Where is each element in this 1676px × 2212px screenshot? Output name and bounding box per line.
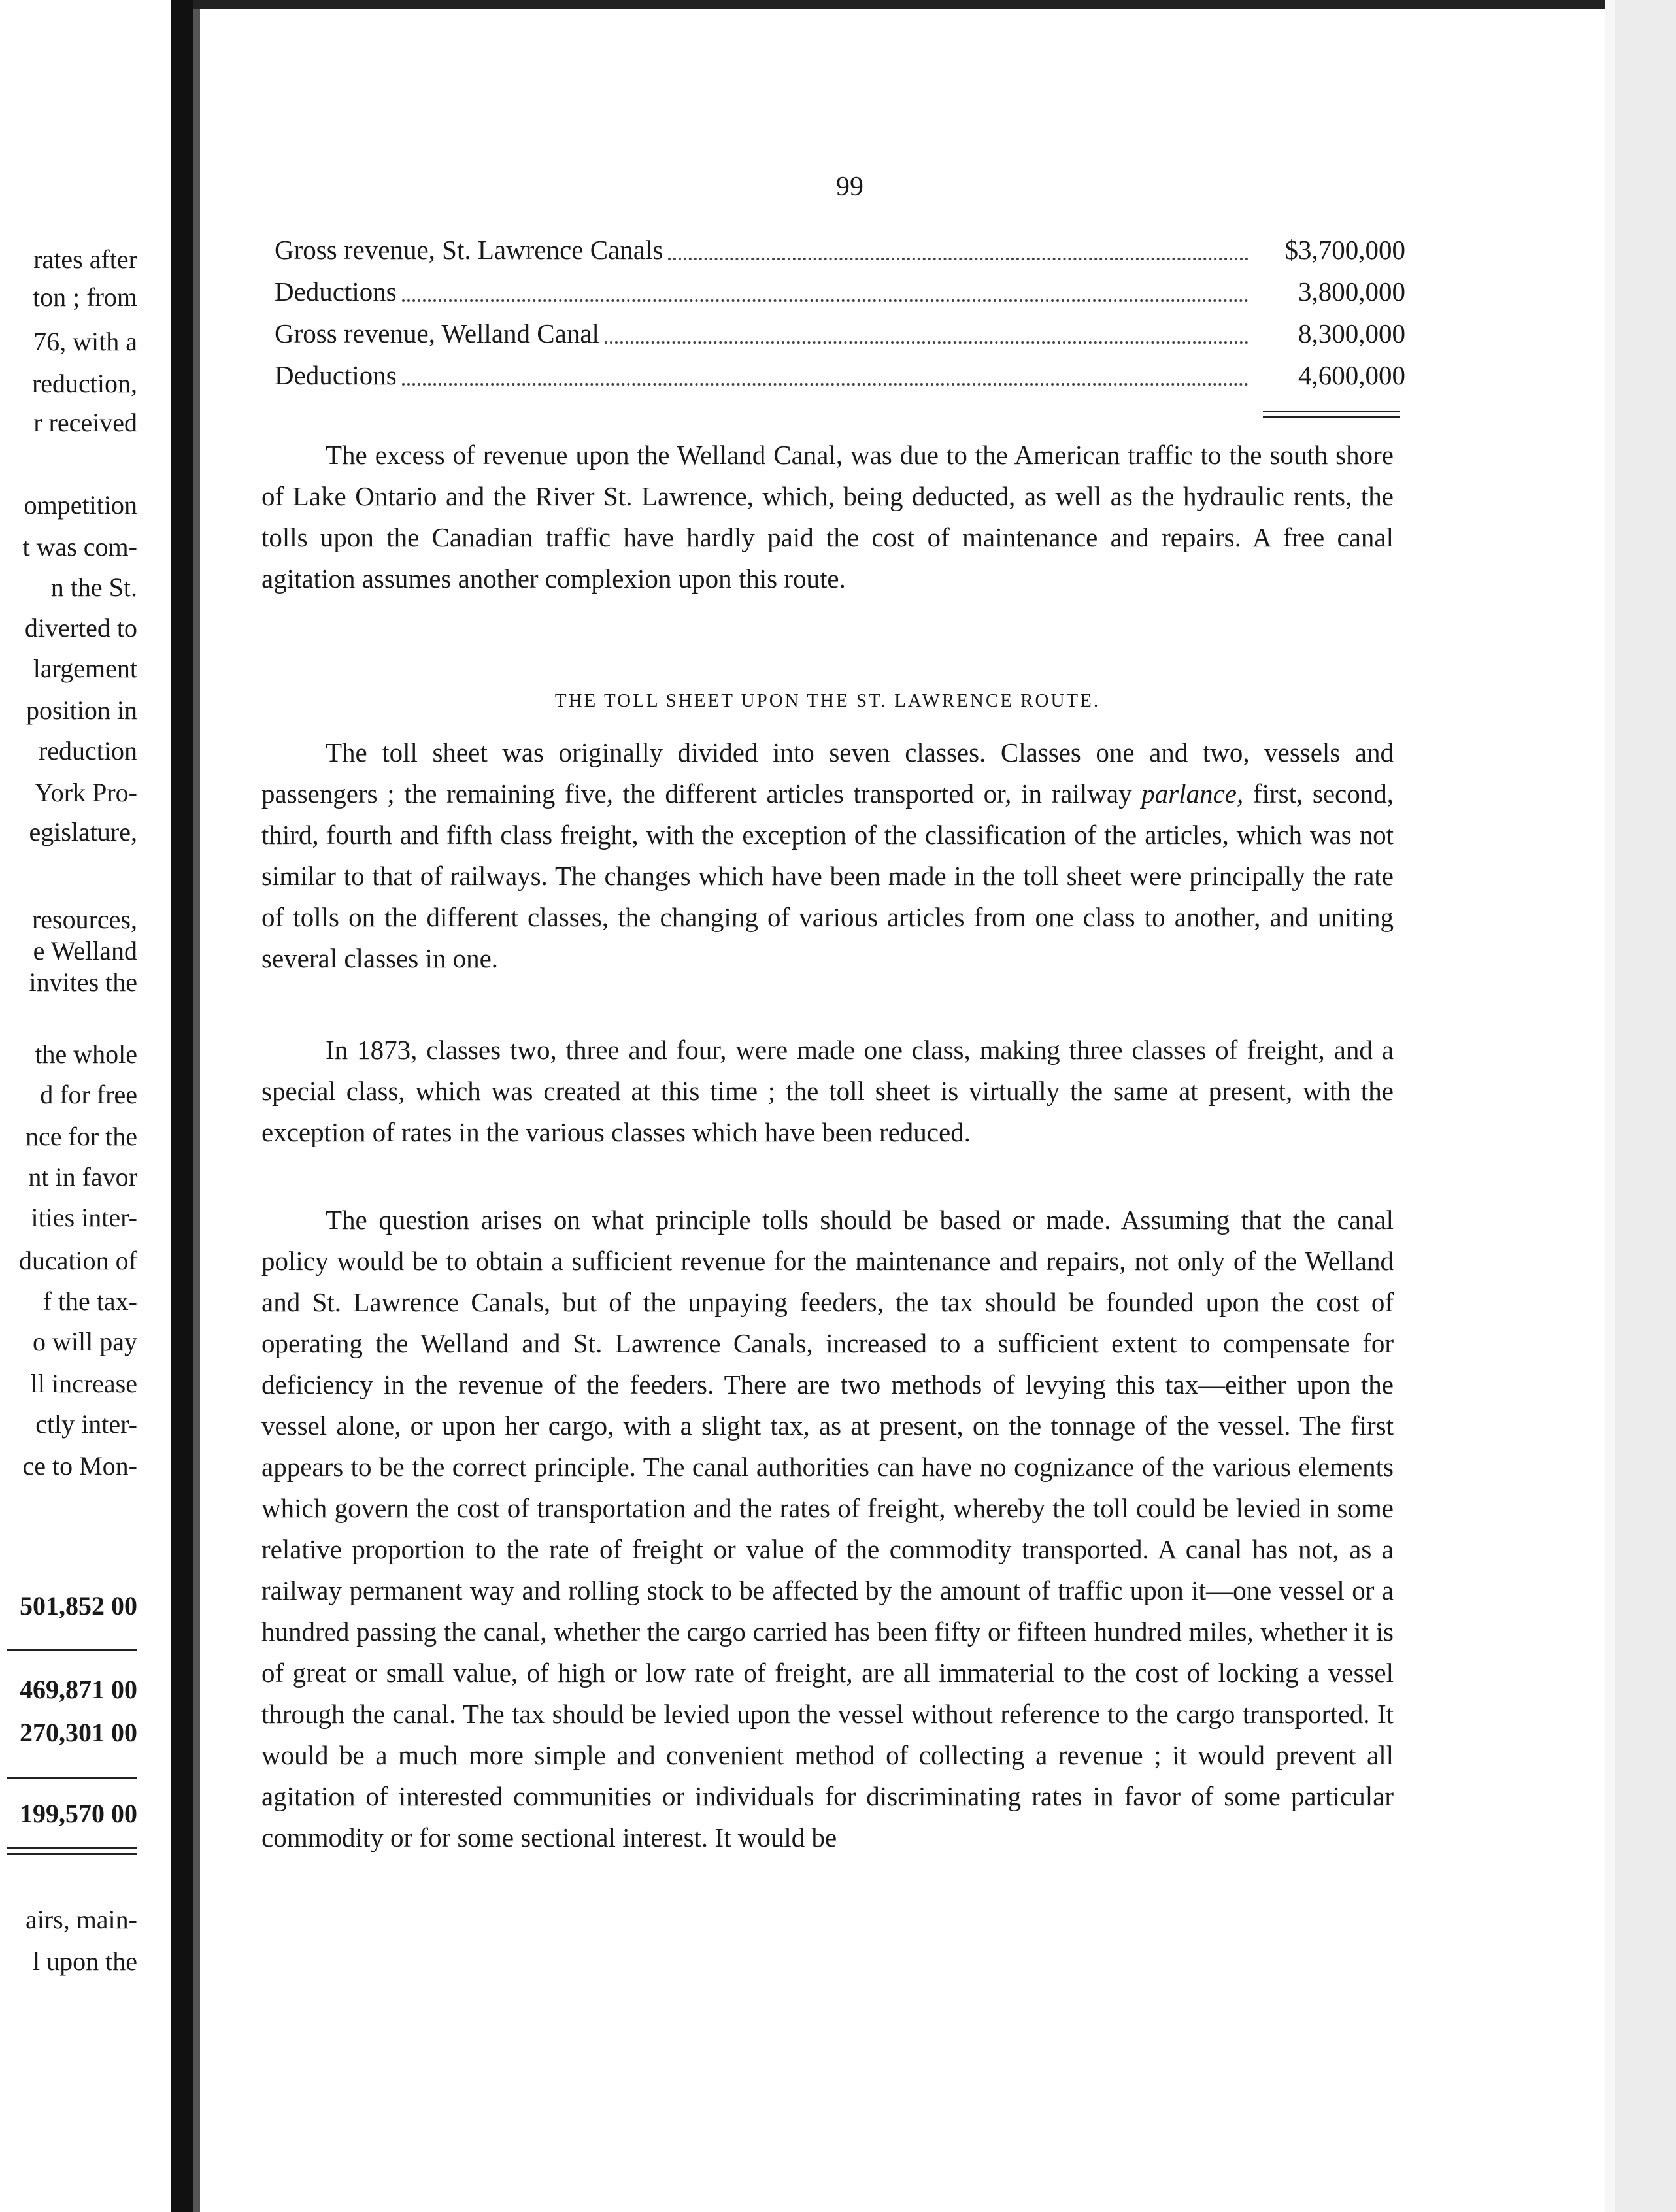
fragment-line: nt in favor xyxy=(28,1162,137,1192)
paragraph-toll-sheet xyxy=(261,732,1394,979)
text-run: first, second, third, fourth and fifth class freight, with the exception of the classification of the articles, which was not similar to that of railways. The changes which have been made in the toll sheet were principally the rate of tolls on the different classes, the changing of various articles from one class to another, and uniting several classes in one. xyxy=(261,779,1394,973)
ledger-amount: $3,700,000 xyxy=(1284,235,1405,265)
fragment-line: f the tax- xyxy=(42,1286,137,1316)
fragment-line: ll increase xyxy=(30,1369,137,1398)
paragraph-text xyxy=(261,732,1394,979)
fragment-line: ce to Mon- xyxy=(22,1451,137,1481)
ledger-label: Deductions xyxy=(275,276,397,307)
fragment-line: t was com- xyxy=(22,532,137,561)
fragment-line: o will pay xyxy=(33,1327,137,1356)
dot-leader xyxy=(402,383,1249,386)
ledger-amount: 8,300,000 xyxy=(1298,318,1405,348)
fragment-line: invites the xyxy=(29,967,137,997)
top-edge xyxy=(193,0,1676,9)
fragment-line: ducation of xyxy=(18,1246,137,1275)
section-heading: THE TOLL SHEET UPON THE ST. LAWRENCE ROUTE. xyxy=(554,690,1101,711)
fragment-line: ities inter- xyxy=(31,1203,137,1232)
revenue-ledger xyxy=(275,229,1405,396)
total-double-rule xyxy=(7,1847,137,1855)
fragment-line: r received xyxy=(33,408,137,437)
paragraph-1873-classes xyxy=(261,1030,1394,1153)
fragment-figure: 469,871 00 xyxy=(20,1675,137,1704)
fragment-line: airs, main- xyxy=(25,1905,137,1934)
ledger-row xyxy=(275,271,1405,312)
fragment-line: 76, with a xyxy=(33,327,137,356)
italic-term: parlance, xyxy=(1141,779,1244,809)
ledger-amount: 3,800,000 xyxy=(1298,276,1405,307)
ledger-row xyxy=(275,229,1405,271)
fragment-line: n the St. xyxy=(50,573,137,602)
fragment-figure: 199,570 00 xyxy=(20,1799,137,1828)
gutter-shadow xyxy=(193,0,200,2212)
fragment-line: position in xyxy=(25,695,137,725)
sum-rule xyxy=(7,1777,137,1779)
scan-margin xyxy=(1615,0,1676,2212)
paragraph-text: In 1873, classes two, three and four, were made one class, making three classes of freight, and a special class, which was created at this time ; the toll sheet is virtually the same at present, with the exception of rates in the various classes which have been reduced. xyxy=(261,1035,1394,1147)
page-edge xyxy=(1605,0,1615,2212)
fragment-line: reduction xyxy=(38,736,137,765)
dot-leader xyxy=(402,299,1249,302)
fragment-line: ompetition xyxy=(24,490,137,520)
fragment-line: York Pro- xyxy=(34,778,137,807)
book-gutter xyxy=(171,0,193,2212)
ledger-label: Gross revenue, St. Lawrence Canals xyxy=(275,235,663,265)
fragment-line: ton ; from xyxy=(33,282,137,312)
dot-leader xyxy=(605,341,1249,344)
paragraph-excess-revenue xyxy=(261,435,1394,599)
ledger-amount: 4,600,000 xyxy=(1298,360,1405,390)
fragment-figure: 501,852 00 xyxy=(20,1591,137,1620)
fragment-line: ctly inter- xyxy=(35,1409,137,1439)
fragment-figure: 270,301 00 xyxy=(20,1718,137,1747)
fragment-line: e Welland xyxy=(33,936,137,965)
fragment-line: the whole xyxy=(35,1039,137,1069)
page-number: 99 xyxy=(836,172,863,202)
fragment-line: largement xyxy=(33,654,137,683)
ledger-row xyxy=(275,312,1405,354)
paragraph-text: The excess of revenue upon the Welland Canal, was due to the American traffic to the south shore of Lake Ontario and the River St. Lawrence, which, being deducted, as well as the hydraulic rents, the tolls upon the Canadian traffic have hardly paid the cost of maintenance and repairs. A free canal agitation assumes another complexion upon this route. xyxy=(261,440,1394,594)
dot-leader xyxy=(668,258,1249,260)
sum-rule xyxy=(7,1649,137,1651)
fragment-line: reduction, xyxy=(31,369,137,398)
fragment-line: egislature, xyxy=(29,817,137,846)
previous-page-fragment xyxy=(0,0,171,2212)
fragment-line: l upon the xyxy=(33,1947,137,1976)
text-run: The toll sheet was originally divided into seven classes. Classes one and two, vessels and passengers ; the remaining five, the different articles transported or, in railway xyxy=(261,737,1394,809)
ledger-label: Deductions xyxy=(275,360,397,390)
ledger-row xyxy=(275,354,1405,396)
fragment-line: rates after xyxy=(33,244,137,274)
ledger-total-rule xyxy=(1263,411,1400,418)
ledger-label: Gross revenue, Welland Canal xyxy=(275,318,599,348)
paragraph-text: The question arises on what principle tolls should be based or made. Assuming that the canal policy would be to obtain a sufficient revenue for the maintenance and repairs, not only of the Welland and St. Lawrence Canals, but of the unpaying feeders, the tax should be founded upon the cost of operating the Welland and St. Lawrence Canals, increased to a sufficient extent to compensate for deficiency in the revenue of the feeders. There are two methods of levying this tax—either upon the vessel alone, or upon her cargo, with a slight tax, as at present, on the tonnage of the vessel. The first appears to be the correct principle. The canal authorities can have no cognizance of the various elements which govern the cost of transportation and the rates of freight, whereby the toll could be levied in some relative proportion to the rate of freight or value of the commodity transported. A canal has not, as a railway permanent way and rolling stock to be affected by the amount of traffic upon it—one vessel or a hundred passing the canal, whether the cargo carried has been fifty or fifteen hundred miles, whether it is of great or small value, of high or low rate of freight, are all immaterial to the cost of locking a vessel through the canal. The tax should be levied upon the vessel without reference to the cargo transported. It would be a much more simple and convenient method of collecting a revenue ; it would prevent all agitation of interested communities or individuals for discriminating rates in favor of some particular commodity or for some sectional interest. It would be xyxy=(261,1205,1394,1852)
paragraph-toll-principle xyxy=(261,1199,1394,1858)
fragment-line: d for free xyxy=(40,1080,137,1109)
fragment-line: resources, xyxy=(31,905,137,934)
fragment-line: diverted to xyxy=(24,613,137,643)
fragment-line: nce for the xyxy=(25,1122,137,1151)
